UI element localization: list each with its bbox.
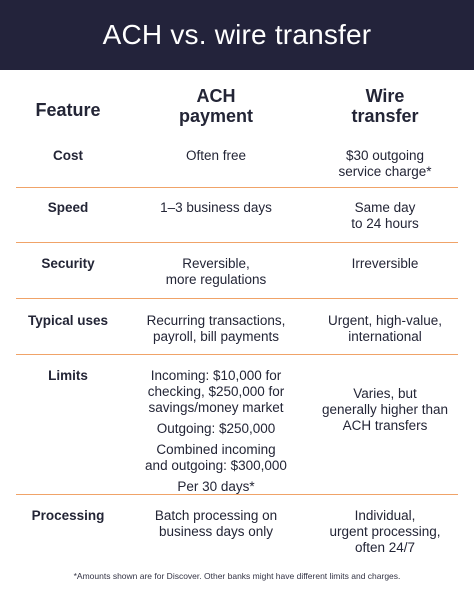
header-wire: [296, 86, 474, 126]
wire-text: international: [348, 329, 422, 344]
row-divider: [16, 494, 458, 495]
ach-text: Batch processing on: [154, 508, 278, 523]
header-wire-line2: transfer: [351, 106, 419, 126]
ach-text: Combined incoming: [156, 442, 276, 457]
wire-text: service charge*: [338, 164, 432, 179]
header-wire-line1: Wire: [365, 86, 405, 106]
ach-text: more regulations: [165, 272, 267, 287]
wire-text: Urgent, high-value,: [327, 313, 443, 328]
row-speed-feature: [0, 200, 136, 216]
wire-text: to 24 hours: [351, 216, 419, 231]
ach-combined-block: [136, 442, 296, 474]
row-uses-wire: [296, 313, 474, 345]
header-feature-label: Feature: [35, 100, 101, 120]
wire-text: Individual,: [354, 508, 416, 523]
feature-label: Typical uses: [27, 313, 109, 328]
ach-text: and outgoing: $300,000: [145, 458, 287, 473]
row-processing-feature: [0, 508, 136, 524]
ach-text: payroll, bill payments: [152, 329, 280, 344]
ach-text: business days only: [158, 524, 274, 539]
ach-text: Reversible,: [182, 256, 250, 271]
row-divider: [16, 298, 458, 299]
feature-label: Cost: [53, 148, 83, 163]
row-limits-wire: [296, 386, 474, 434]
ach-text: savings/money market: [148, 400, 284, 415]
row-security-wire: [296, 256, 474, 272]
wire-text: Same day: [354, 200, 416, 215]
page-title: ACH vs. wire transfer: [102, 19, 372, 50]
row-cost-wire: [296, 148, 474, 180]
ach-text: Per 30 days*: [177, 479, 255, 494]
row-cost-feature: [0, 148, 136, 164]
feature-label: Limits: [48, 368, 88, 383]
row-limits-ach: [136, 368, 296, 495]
wire-text: Irreversible: [351, 256, 419, 271]
wire-text: generally higher than: [321, 402, 449, 417]
row-uses-ach: [136, 313, 296, 345]
row-processing-ach: [136, 508, 296, 540]
footnote: *Amounts shown are for Discover. Other banks might have different limits and charges.: [73, 571, 401, 581]
ach-text: Outgoing: $250,000: [156, 421, 276, 436]
wire-text: Varies, but: [353, 386, 417, 401]
ach-text: checking, $250,000 for: [147, 384, 285, 399]
ach-text: 1–3 business days: [160, 200, 272, 215]
wire-text: urgent processing,: [329, 524, 441, 539]
title-bar: [0, 0, 474, 70]
row-divider: [16, 187, 458, 188]
row-divider: [16, 354, 458, 355]
row-security-ach: [136, 256, 296, 288]
row-cost-ach: [136, 148, 296, 164]
feature-label: Processing: [31, 508, 105, 523]
row-speed-wire: [296, 200, 474, 232]
wire-text: often 24/7: [354, 540, 416, 555]
ach-text: Often free: [185, 148, 247, 163]
header-ach: [136, 86, 296, 126]
header-feature: [0, 100, 136, 120]
feature-label: Security: [41, 256, 95, 271]
wire-text: ACH transfers: [342, 418, 428, 433]
row-limits-feature: [0, 368, 136, 384]
row-divider: [16, 242, 458, 243]
comparison-table: [0, 70, 474, 608]
ach-text: Recurring transactions,: [146, 313, 286, 328]
wire-text: $30 outgoing: [345, 148, 425, 163]
row-uses-feature: [0, 313, 136, 329]
row-security-feature: [0, 256, 136, 272]
feature-label: Speed: [47, 200, 89, 215]
ach-incoming-block: [136, 368, 296, 416]
row-processing-wire: [296, 508, 474, 556]
ach-text: Incoming: $10,000 for: [150, 368, 282, 383]
header-ach-line1: ACH: [196, 86, 236, 106]
header-ach-line2: payment: [178, 106, 254, 126]
row-speed-ach: [136, 200, 296, 216]
